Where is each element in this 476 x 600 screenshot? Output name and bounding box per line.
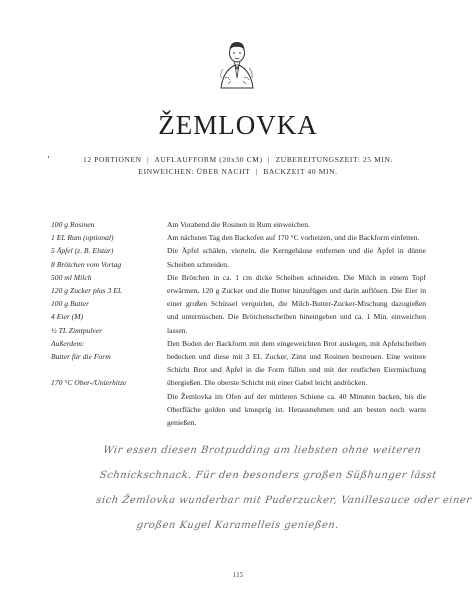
meta-prep-time: ZUBEREITUNGSZEIT: 25 MIN. (275, 155, 393, 164)
oven-setting: 170 °C Ober-/Unterhitze (51, 378, 127, 388)
instruction-step: Die Žemlovka im Ofen auf der mittleren Schiene ca. 40 Minuten backen, bis die Oberfläche golden und knusprig ist. Herausnehmen und am besten noch warm genießen. (167, 391, 426, 428)
ingredient-item: 100 g Rosinen (51, 220, 95, 229)
chef-portrait-icon (211, 38, 263, 90)
ingredient-item: Butter für die Form (51, 351, 111, 361)
ingredient-item: 4 Eier (M) (51, 312, 84, 322)
ingredient-list (51, 218, 166, 389)
instruction-step: Die Äpfel schälen, vierteln, die Kerngehäuse entfernen und die Äpfel in dünne Scheiben schneiden. (167, 246, 426, 269)
instruction-step: Die Brötchen in ca. 1 cm dicke Scheiben schneiden. Die Milch in einem Topf erwärmen, 120 g Zucker und die Butter hinzufügen und darin auflösen. Die Eier in einer großen Schüssel verquirlen, die Milch-Butter-Zucker-Mischung dazugießen und untermischen. Die Brötchenscheiben hineingeben und ca. 1 Min. einweichen lassen. (167, 272, 426, 335)
recipe-title: ŽEMLOVKA (158, 110, 318, 140)
handwritten-line: großen Kugel Karamelleis genießen. (135, 520, 340, 531)
ingredient-item: 8 Brötchen vom Vortag (51, 259, 122, 269)
meta-portions: 12 PORTIONEN (83, 155, 142, 164)
ingredient-item: 120 g Zucker plus 3 EL (51, 285, 123, 295)
ingredient-item: 1 EL Rum (optional) (51, 233, 114, 243)
instruction-list (167, 218, 426, 429)
meta-separator: | (268, 155, 271, 164)
handwritten-line: Wir essen diesen Brotpudding am liebsten ohne weiteren (102, 445, 423, 456)
meta-separator: | (255, 167, 258, 176)
handwritten-line: sich Žemlovka wunderbar mit Puderzucker, Vanillesauce oder einer (95, 495, 473, 506)
recipe-meta-line-1 (0, 155, 476, 164)
instruction-step: Am Vorabend die Rosinen in Rum einweichen. (167, 220, 310, 229)
instruction-step: Am nächsten Tag den Backofen auf 170 °C vorheizen, und die Backform einfetten. (167, 233, 420, 243)
meta-soak-time: EINWEICHEN: ÜBER NACHT (138, 167, 251, 176)
meta-separator: | (147, 155, 150, 164)
recipe-meta-line-2 (0, 167, 476, 176)
handwritten-note (91, 438, 473, 538)
ingredient-item: 5 Äpfel (z. B. Elstar) (51, 246, 114, 256)
ingredient-item: ½ TL Zimtpulver (51, 325, 103, 335)
instruction-step: Den Boden der Backform mit dem eingeweichten Brot auslegen, mit Apfelscheiben bedecken und diese mit 3 EL Zucker, Zimt und Rosinen bestreuen. Eine weitere Schicht Brot und Äpfel in die Form füllen und mit der restlichen Eiermischung übergießen. Die oberste Schicht mit einer Gabel leicht andrücken. (167, 338, 426, 388)
stray-mark: ‚ (47, 149, 50, 159)
meta-dish: AUFLAUFFORM (20x30 CM) (154, 155, 263, 164)
handwritten-line: Schnickschnack. Für den besonders großen Süßhunger lässt (98, 470, 438, 481)
ingredient-item: 100 g Butter (51, 299, 89, 309)
ingredient-item: 500 ml Milch (51, 272, 92, 282)
ingredient-extra-heading: Außerdem: (51, 338, 85, 348)
meta-bake-time: BACKZEIT 40 MIN. (263, 167, 338, 176)
page-number: 115 (232, 571, 244, 579)
